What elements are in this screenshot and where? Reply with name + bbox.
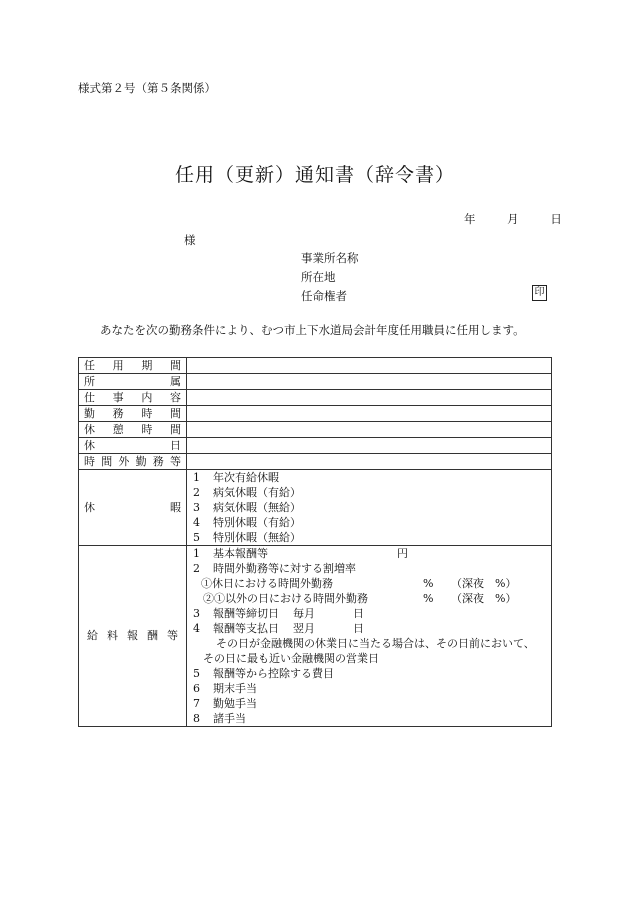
label-char: 憩 bbox=[112, 422, 124, 436]
item-text: ①休日における時間外勤務 bbox=[201, 577, 333, 590]
document-title: 任用（更新）通知書（辞令書） bbox=[174, 164, 455, 186]
table-row bbox=[79, 406, 552, 422]
label-char: 属 bbox=[170, 374, 181, 388]
item-text: 期末手当 bbox=[213, 682, 257, 695]
list-item bbox=[187, 485, 551, 500]
item-number: 1 bbox=[193, 547, 200, 560]
item-note: その日が金融機関の休業日に当たる場合は、その日前において、 bbox=[216, 637, 535, 650]
item-number: 6 bbox=[193, 682, 200, 695]
label-char: 暇 bbox=[170, 500, 181, 514]
label-char: 事 bbox=[112, 390, 124, 404]
table-row bbox=[79, 438, 552, 454]
intro-text: あなたを次の勤務条件により、むつ市上下水道局会計年度任用職員に任用します。 bbox=[100, 323, 525, 337]
item-each-month: 毎月 bbox=[293, 607, 315, 620]
pay-item-4 bbox=[187, 621, 551, 636]
terms-table bbox=[78, 357, 552, 727]
label-char: 容 bbox=[169, 390, 181, 404]
item-unit: 円 bbox=[397, 547, 408, 560]
label-char: 時 bbox=[141, 406, 153, 420]
label-char: 報 bbox=[127, 629, 138, 642]
label-char: 勤 bbox=[84, 406, 95, 420]
item-text: 報酬等支払日 bbox=[213, 622, 279, 635]
table-row bbox=[79, 422, 552, 438]
label-char: 酬 bbox=[147, 629, 158, 642]
row-label-pay bbox=[79, 546, 187, 727]
row-label-duties bbox=[79, 390, 187, 406]
row-value-holidays[interactable] bbox=[187, 438, 552, 454]
pay-item-4-note-cont bbox=[187, 651, 551, 666]
item-text: 年次有給休暇 bbox=[213, 471, 279, 484]
item-text: 時間外勤務等に対する割増率 bbox=[213, 562, 356, 575]
item-number: 4 bbox=[193, 516, 200, 529]
item-number: 7 bbox=[193, 697, 200, 710]
row-label-holidays bbox=[79, 438, 187, 454]
pay-item-7 bbox=[187, 696, 551, 711]
office-name-label: 事業所名称 bbox=[301, 251, 359, 265]
item-note: その日に最も近い金融機関の営業日 bbox=[203, 652, 379, 665]
label-char: 務 bbox=[112, 406, 124, 420]
pay-item-2b bbox=[187, 591, 551, 606]
item-text: 特別休暇（有給） bbox=[213, 516, 301, 529]
item-number: 1 bbox=[193, 471, 200, 484]
item-text: 特別休暇（無給） bbox=[213, 531, 301, 544]
item-text: 基本報酬等 bbox=[213, 547, 268, 560]
label-char: 等 bbox=[167, 629, 178, 642]
date-month: 月 bbox=[507, 212, 519, 226]
item-percent: % bbox=[423, 577, 434, 590]
row-value-pay bbox=[187, 546, 552, 727]
item-number: 5 bbox=[193, 667, 200, 680]
row-value-term[interactable] bbox=[187, 358, 552, 374]
table-row bbox=[79, 374, 552, 390]
pay-item-8 bbox=[187, 711, 551, 726]
item-number: 8 bbox=[193, 712, 200, 725]
pay-item-4-note bbox=[187, 636, 551, 651]
item-day: 日 bbox=[353, 622, 364, 635]
label-char: 外 bbox=[118, 454, 130, 468]
addressee-suffix: 様 bbox=[184, 233, 196, 247]
table-row bbox=[79, 546, 552, 727]
row-value-leave bbox=[187, 470, 552, 546]
item-next-month: 翌月 bbox=[293, 622, 315, 635]
appointer-label: 任命権者 bbox=[301, 289, 347, 303]
item-number: 3 bbox=[193, 501, 200, 514]
label-char: 休 bbox=[84, 500, 95, 514]
row-label-term bbox=[79, 358, 187, 374]
label-char: 仕 bbox=[84, 390, 95, 404]
row-label-hours bbox=[79, 406, 187, 422]
label-char: 給 bbox=[87, 629, 98, 642]
list-item bbox=[187, 515, 551, 530]
label-char: 務 bbox=[152, 454, 164, 468]
pay-item-2a bbox=[187, 576, 551, 591]
label-char: 内 bbox=[141, 390, 153, 404]
label-char: 時 bbox=[84, 454, 95, 468]
label-char: 勤 bbox=[135, 454, 147, 468]
label-char: 日 bbox=[170, 438, 181, 452]
item-percent: % bbox=[423, 592, 434, 605]
item-number: 2 bbox=[193, 562, 200, 575]
form-number: 様式第２号（第５条関係） bbox=[78, 81, 216, 95]
pay-item-1 bbox=[187, 546, 551, 561]
row-label-affiliation bbox=[79, 374, 187, 390]
date-line bbox=[464, 211, 562, 227]
row-value-duties[interactable] bbox=[187, 390, 552, 406]
label-char: 用 bbox=[112, 358, 124, 372]
label-char: 期 bbox=[141, 358, 153, 372]
date-day: 日 bbox=[550, 212, 562, 226]
label-char: 任 bbox=[84, 358, 95, 372]
item-night: （深夜 %） bbox=[451, 592, 517, 605]
item-text: 諸手当 bbox=[213, 712, 246, 725]
item-text: 報酬等から控除する費目 bbox=[213, 667, 334, 680]
label-char: 間 bbox=[101, 454, 113, 468]
item-day: 日 bbox=[353, 607, 364, 620]
item-number: 2 bbox=[193, 486, 200, 499]
item-text: ②①以外の日における時間外勤務 bbox=[203, 592, 368, 605]
item-text: 病気休暇（有給） bbox=[213, 486, 301, 499]
list-item bbox=[187, 470, 551, 485]
row-value-hours[interactable] bbox=[187, 406, 552, 422]
seal-box: 印 bbox=[532, 285, 547, 301]
label-char: 間 bbox=[169, 406, 181, 420]
row-value-affiliation[interactable] bbox=[187, 374, 552, 390]
label-char: 所 bbox=[84, 374, 95, 388]
label-char: 間 bbox=[169, 358, 181, 372]
table-row bbox=[79, 470, 552, 546]
pay-item-2 bbox=[187, 561, 551, 576]
label-char: 時 bbox=[141, 422, 153, 436]
date-year: 年 bbox=[464, 212, 476, 226]
table-row bbox=[79, 454, 552, 470]
pay-item-5 bbox=[187, 666, 551, 681]
item-number: 5 bbox=[193, 531, 200, 544]
label-char: 休 bbox=[84, 422, 95, 436]
row-label-leave bbox=[79, 470, 187, 546]
item-text: 勤勉手当 bbox=[213, 697, 257, 710]
item-number: 3 bbox=[193, 607, 200, 620]
row-value-overtime[interactable] bbox=[187, 454, 552, 470]
item-number: 4 bbox=[193, 622, 200, 635]
item-text: 病気休暇（無給） bbox=[213, 501, 301, 514]
pay-item-6 bbox=[187, 681, 551, 696]
table-row bbox=[79, 390, 552, 406]
list-item bbox=[187, 500, 551, 515]
row-label-breaks bbox=[79, 422, 187, 438]
item-text: 報酬等締切日 bbox=[213, 607, 279, 620]
label-char: 等 bbox=[169, 454, 181, 468]
table-row bbox=[79, 358, 552, 374]
list-item bbox=[187, 530, 551, 545]
row-value-breaks[interactable] bbox=[187, 422, 552, 438]
row-label-overtime bbox=[79, 454, 187, 470]
item-night: （深夜 %） bbox=[451, 577, 517, 590]
label-char: 間 bbox=[169, 422, 181, 436]
address-label: 所在地 bbox=[301, 270, 336, 284]
label-char: 休 bbox=[84, 438, 95, 452]
pay-item-3 bbox=[187, 606, 551, 621]
label-char: 料 bbox=[107, 629, 118, 642]
